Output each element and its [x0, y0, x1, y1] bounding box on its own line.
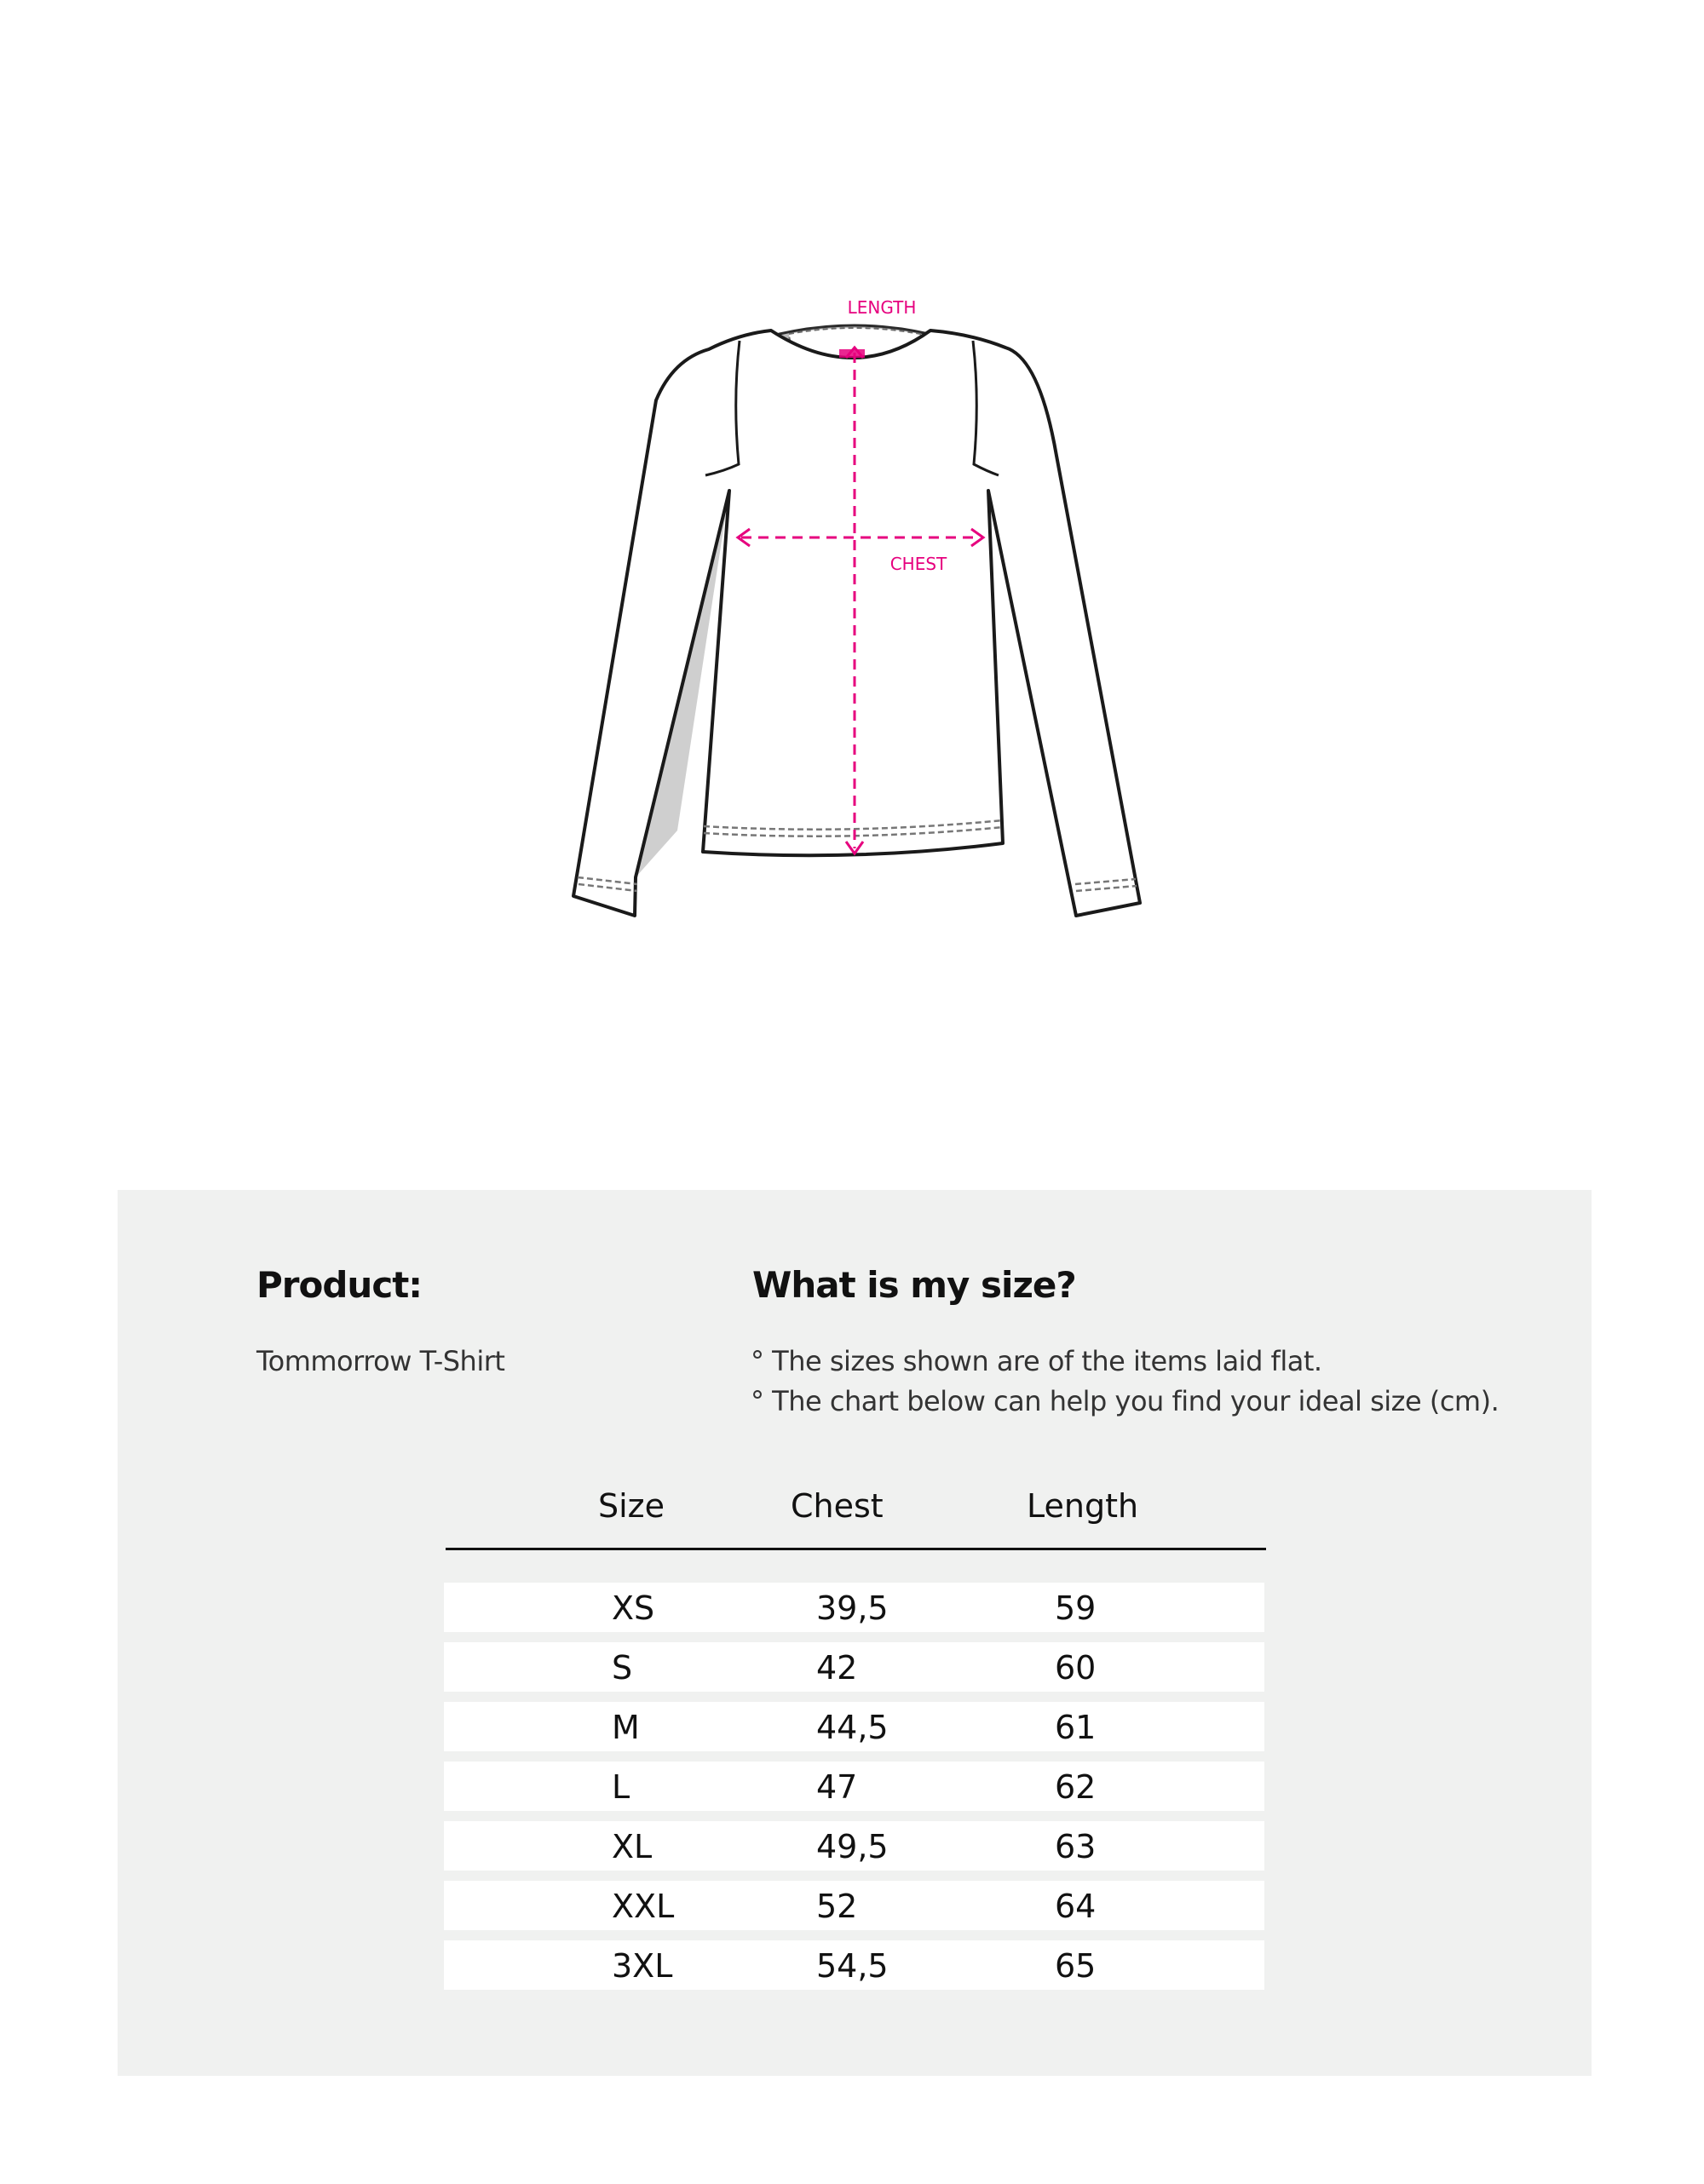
length-cell: 64: [1055, 1888, 1097, 1925]
size-row-xxl: [444, 1881, 1264, 1930]
size-cell: M: [612, 1709, 640, 1746]
size-cell: XXL: [612, 1888, 675, 1925]
size-note-chart: ° The chart below can help you find your ideal size (cm).: [751, 1385, 1500, 1417]
size-note-flat: ° The sizes shown are of the items laid flat.: [751, 1345, 1322, 1377]
length-cell: 65: [1055, 1947, 1097, 1985]
chest-column-header: Chest: [791, 1487, 884, 1525]
chest-cell: 39,5: [816, 1589, 889, 1627]
product-name: Tommorrow T-Shirt: [256, 1345, 505, 1377]
chest-label: CHEST: [889, 554, 947, 574]
chest-cell: 42: [816, 1649, 858, 1687]
length-column-header: Length: [1027, 1487, 1139, 1525]
size-cell: S: [612, 1649, 633, 1687]
size-row-3xl: [444, 1940, 1264, 1990]
size-row-xs: [444, 1583, 1264, 1632]
size-row-m: [444, 1702, 1264, 1751]
size-row-xl: [444, 1821, 1264, 1871]
product-heading: Product:: [256, 1264, 423, 1306]
size-row-l: [444, 1762, 1264, 1811]
size-cell: L: [612, 1768, 630, 1806]
length-cell: 59: [1055, 1589, 1097, 1627]
size-row-s: [444, 1642, 1264, 1692]
table-header-rule: [446, 1548, 1266, 1550]
chest-cell: 54,5: [816, 1947, 889, 1985]
chest-cell: 49,5: [816, 1828, 889, 1865]
chest-cell: 44,5: [816, 1709, 889, 1746]
length-cell: 60: [1055, 1649, 1097, 1687]
chest-cell: 47: [816, 1768, 858, 1806]
length-cell: 62: [1055, 1768, 1097, 1806]
garment-diagram: [0, 0, 1704, 980]
chest-cell: 52: [816, 1888, 858, 1925]
size-cell: XL: [612, 1828, 653, 1865]
length-cell: 63: [1055, 1828, 1097, 1865]
size-cell: 3XL: [612, 1947, 673, 1985]
size-cell: XS: [612, 1589, 655, 1627]
length-cell: 61: [1055, 1709, 1097, 1746]
long-sleeve-tshirt-icon: [0, 0, 1704, 980]
size-guide-heading: What is my size?: [752, 1264, 1076, 1306]
size-column-header: Size: [598, 1487, 665, 1525]
length-label: LENGTH: [847, 297, 917, 318]
size-guide-notes: [751, 1342, 1499, 1422]
